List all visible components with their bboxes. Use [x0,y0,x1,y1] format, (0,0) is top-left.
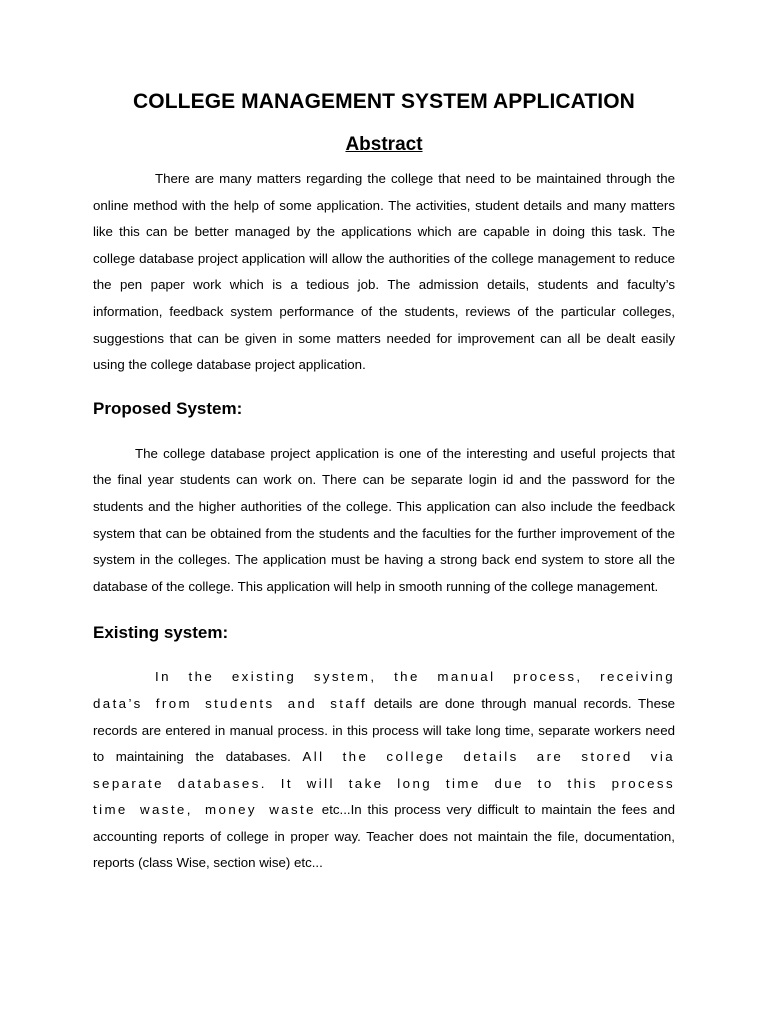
proposed-system-heading: Proposed System: [93,398,243,418]
existing-system-paragraph [93,664,675,877]
proposed-system-paragraph: The college database project application is one of the interesting and useful projects that the final year students can work on. There can be separate login id and the password for the students and the higher authorities of the college. This application can also include the feedback system that can be obtained from the students and the faculties for the further improvement of the system in the colleges. The application must be having a strong back end system to store all the database of the college. This application will help in smooth running of the college management. [93,445,675,594]
existing-text-2: details are done through manual records. These records are entered in manual process. in this process will take long time, separate workers need to maintaining the databases. [93,695,676,765]
document-page [93,88,675,877]
existing-text-4: etc...In this process very difficult to maintain the fees and accounting reports of college in proper way. Teacher does not maintain the file, documentation, reports (class Wise, section wise) etc... [93,802,675,871]
document-title: COLLEGE MANAGEMENT SYSTEM APPLICATION [133,90,635,113]
existing-text-spaced-1: In the existing system, the manual process, receiving data’s from students and staff [93,669,675,711]
existing-text-spaced-2: All the college details are stored via separate databases. It will take long time due to this process time waste, money waste [93,749,675,818]
abstract-heading: Abstract [345,134,423,155]
abstract-paragraph: There are many matters regarding the college that need to be maintained through the online method with the help of some application. The activities, student details and many matters like this can be better managed by the applications which are capable in doing this task. The college database project application will allow the authorities of the college management to reduce the pen paper work which is a tedious job. The admission details, students and faculty’s information, feedback system performance of the students, reviews of the particular colleges, suggestions that can be given in some matters needed for improvement can all be dealt easily using the college database project application. [93,171,675,373]
existing-system-heading: Existing system: [93,623,229,643]
